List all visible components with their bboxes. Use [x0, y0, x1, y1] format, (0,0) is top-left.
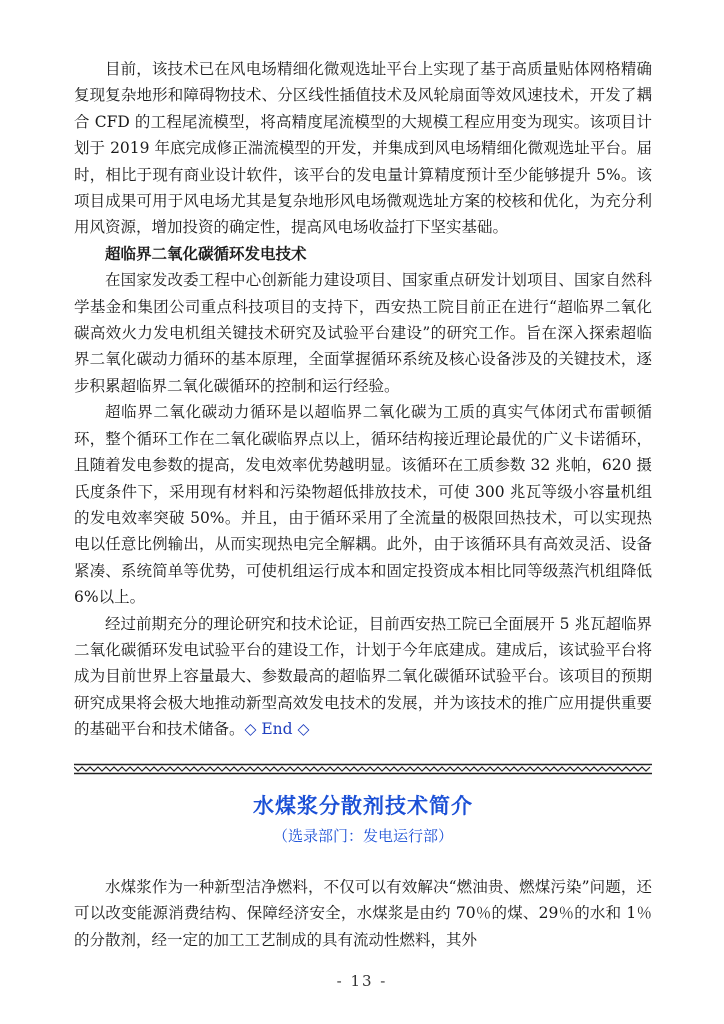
end-mark: ◇ End ◇: [244, 720, 310, 739]
section-title: 水煤浆分散剂技术简介: [253, 794, 473, 818]
paragraph-sco2-cycle-principle: 超临界二氧化碳动力循环是以超临界二氧化碳为工质的真实气体闭式布雷顿循环，整个循环工作在二氧化碳临界点以上，循环结构接近理论最优的广义卡诺循环，且随着发电参数的提高，发电效率优势越明显。该循环在工质参数 32 兆帕，620 摄氏度条件下，采用现有材料和污染物超低排放技术，可使 300 兆瓦等级小容量机组的发电效率突破 50%。并且，由于循环采用了全流量的极限回热技术，可以实现热电以任意比例输出，从而实现热电完全解耦。此外，由于该循环具有高效灵活、设备紧凑、系统简单等优势，可使机组运行成本和固定投资成本相比同等级蒸汽机组降低 6%以上。: [74, 403, 652, 607]
article-body: [74, 56, 652, 743]
page-number: - 13 -: [336, 972, 388, 990]
section-divider: [74, 763, 652, 775]
paragraph-wind-farm-siting: 目前，该技术已在风电场精细化微观选址平台上实现了基于高质量贴体网格精确复现复杂地形和障碍物技术、分区线性插值技术及风轮扇面等效风速技术，开发了耦合 CFD 的工程尾流模型，将高精度尾流模型的大规模工程应用变为现实。该项目计划于 2019 年底完成修正湍流模型的开发，并集成到风电场精细化微观选址平台。届时，相比于现有商业设计软件，该平台的发电量计算精度预计至少能够提升 5%。该项目成果可用于风电场尤其是复杂地形风电场微观选址方案的校核和优化，为充分利用风资源，增加投资的确定性，提高风电场收益打下坚实基础。: [74, 60, 652, 237]
subheading-sco2-cycle: 超临界二氧化碳循环发电技术: [105, 244, 307, 263]
paragraph-sco2-test-platform: [74, 611, 652, 743]
section-source: （选录部门：发电运行部）: [272, 827, 453, 845]
paragraph-sco2-research-support: 在国家发改委工程中心创新能力建设项目、国家重点研发计划项目、国家自然科学基金和集团公司重点科技项目的支持下，西安热工院目前正在进行“超临界二氧化碳高效火力发电机组关键技术研究及试验平台建设”的研究工作。旨在深入探索超临界二氧化碳动力循环的基本原理，全面掌握循环系统及核心设备涉及的关键技术，逐步积累超临界二氧化碳循环的控制和运行经验。: [74, 271, 652, 395]
paragraph-coal-water-slurry-intro: 水煤浆作为一种新型洁净燃料，不仅可以有效解决“燃油贵、燃煤污染”问题，还可以改变能源消费结构、保障经济安全，水煤浆是由约 70％的煤、29％的水和 1％的分散剂，经一定的加工工艺制成的具有流动性燃料，其外: [74, 878, 652, 949]
paragraph-sco2-test-platform-text: 经过前期充分的理论研究和技术论证，目前西安热工院已全面展开 5 兆瓦超临界二氧化碳循环发电试验平台的建设工作，计划于今年底建成。建成后，该试验平台将成为目前世界上容量最大、参数最高的超临界二氧化碳循环试验平台。该项目的预期研究成果将会极大地推动新型高效发电技术的发展，并为该技术的推广应用提供重要的基础平台和技术储备。: [74, 614, 652, 739]
section-body: [74, 874, 652, 953]
